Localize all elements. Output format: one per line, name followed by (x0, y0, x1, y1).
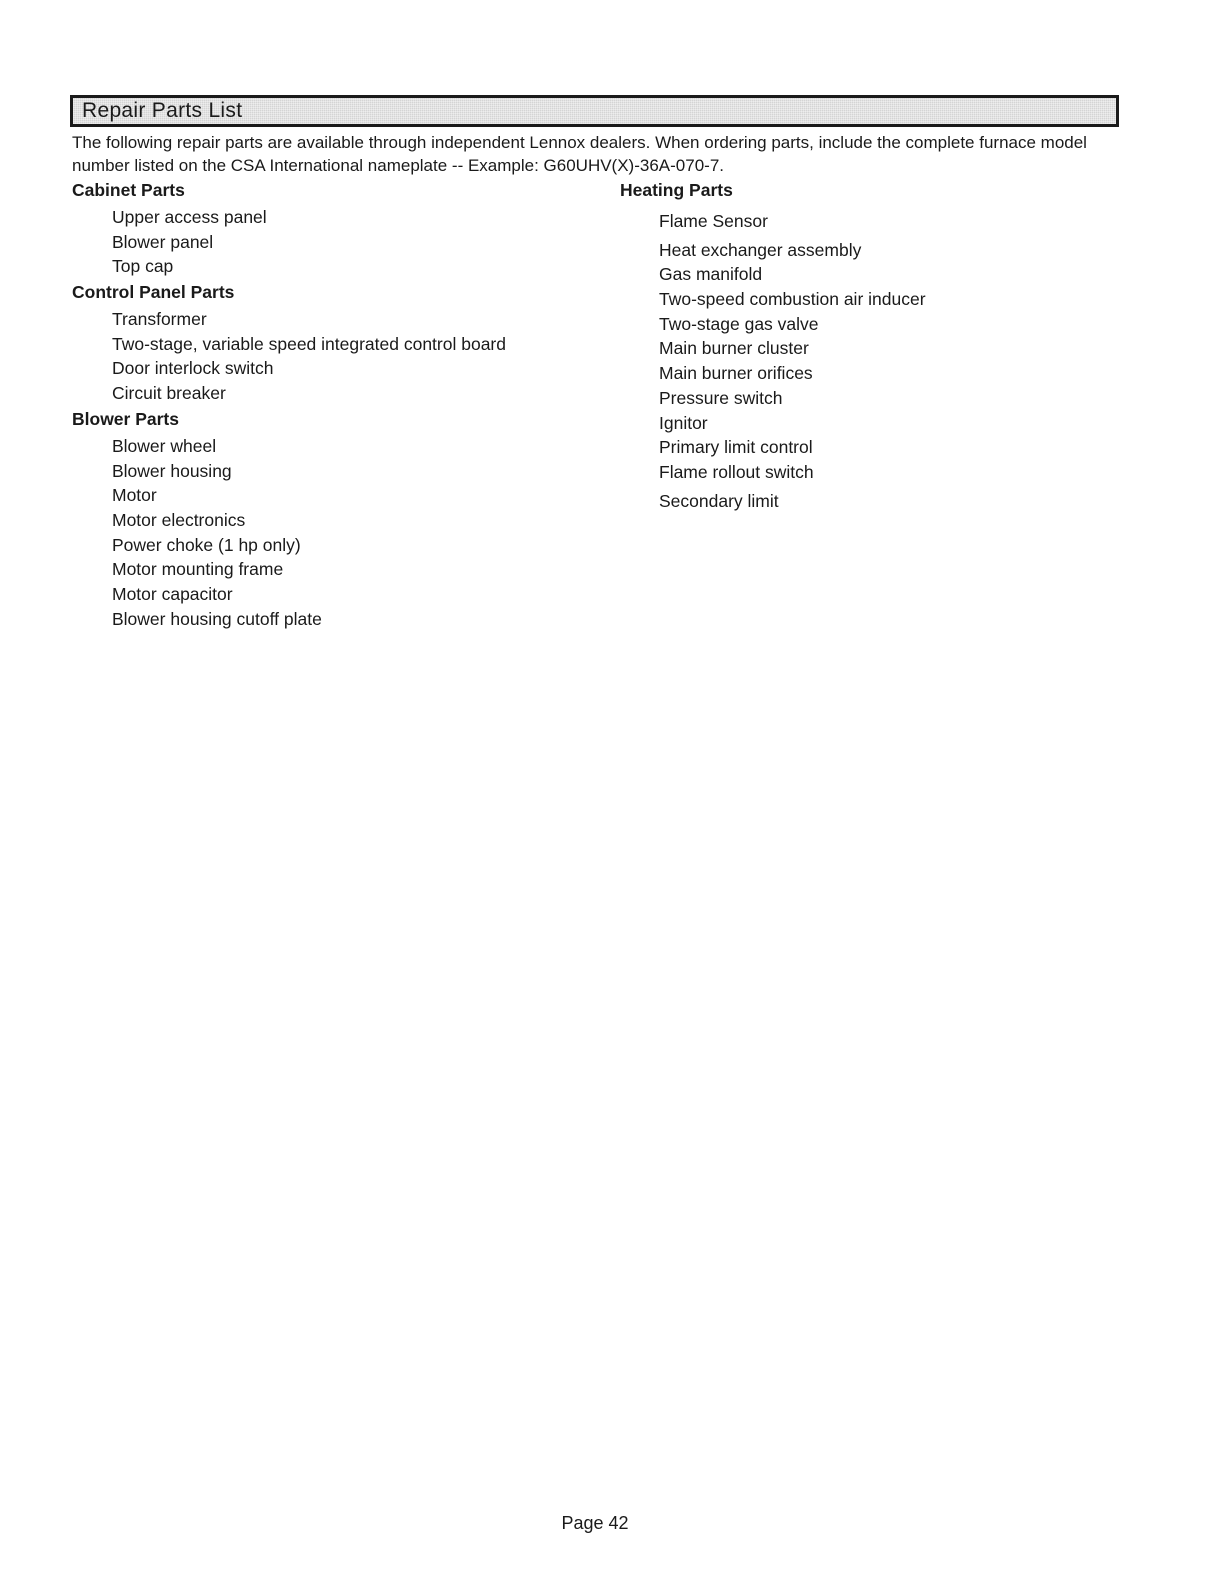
list-item: Main burner cluster (659, 338, 809, 358)
list-item: Main burner orifices (659, 363, 813, 383)
list-item: Blower wheel (112, 436, 217, 456)
list-item: Blower panel (112, 232, 214, 252)
control-panel-parts-heading: Control Panel Parts (72, 282, 235, 302)
list-item: Circuit breaker (112, 383, 226, 403)
list-item: Motor electronics (112, 510, 246, 530)
intro-paragraph: The following repair parts are available through independent Lennox dealers. When ordering parts, include the complete furnace model number listed on the CSA International nameplate -- Example: G60UHV(X)-36A-070-7. (72, 133, 1087, 175)
list-item: Blower housing cutoff plate (112, 609, 322, 629)
section-title: Repair Parts List (82, 99, 243, 122)
list-item: Flame rollout switch (659, 462, 814, 482)
list-item: Top cap (112, 256, 174, 276)
list-item: Motor (112, 485, 157, 505)
list-item: Two-speed combustion air inducer (659, 289, 926, 309)
list-item: Transformer (112, 309, 207, 329)
blower-parts-heading: Blower Parts (72, 409, 179, 429)
list-item: Two-stage gas valve (659, 314, 819, 334)
heating-parts-heading: Heating Parts (620, 180, 733, 200)
list-item: Pressure switch (659, 388, 783, 408)
list-item: Secondary limit (659, 491, 779, 511)
cabinet-parts-heading: Cabinet Parts (72, 180, 185, 200)
list-item: Motor mounting frame (112, 559, 284, 579)
list-item: Upper access panel (112, 207, 267, 227)
list-item: Motor capacitor (112, 584, 233, 604)
list-item: Power choke (1 hp only) (112, 535, 301, 555)
list-item: Door interlock switch (112, 358, 274, 378)
list-item: Gas manifold (659, 264, 763, 284)
list-item: Flame Sensor (659, 211, 768, 231)
list-item: Two-stage, variable speed integrated control board (112, 334, 506, 354)
list-item: Primary limit control (659, 437, 813, 457)
list-item: Ignitor (659, 413, 708, 433)
page-number: Page 42 (561, 1513, 629, 1533)
list-item: Heat exchanger assembly (659, 240, 862, 260)
section-title-bar (70, 95, 1119, 127)
list-item: Blower housing (112, 461, 232, 481)
